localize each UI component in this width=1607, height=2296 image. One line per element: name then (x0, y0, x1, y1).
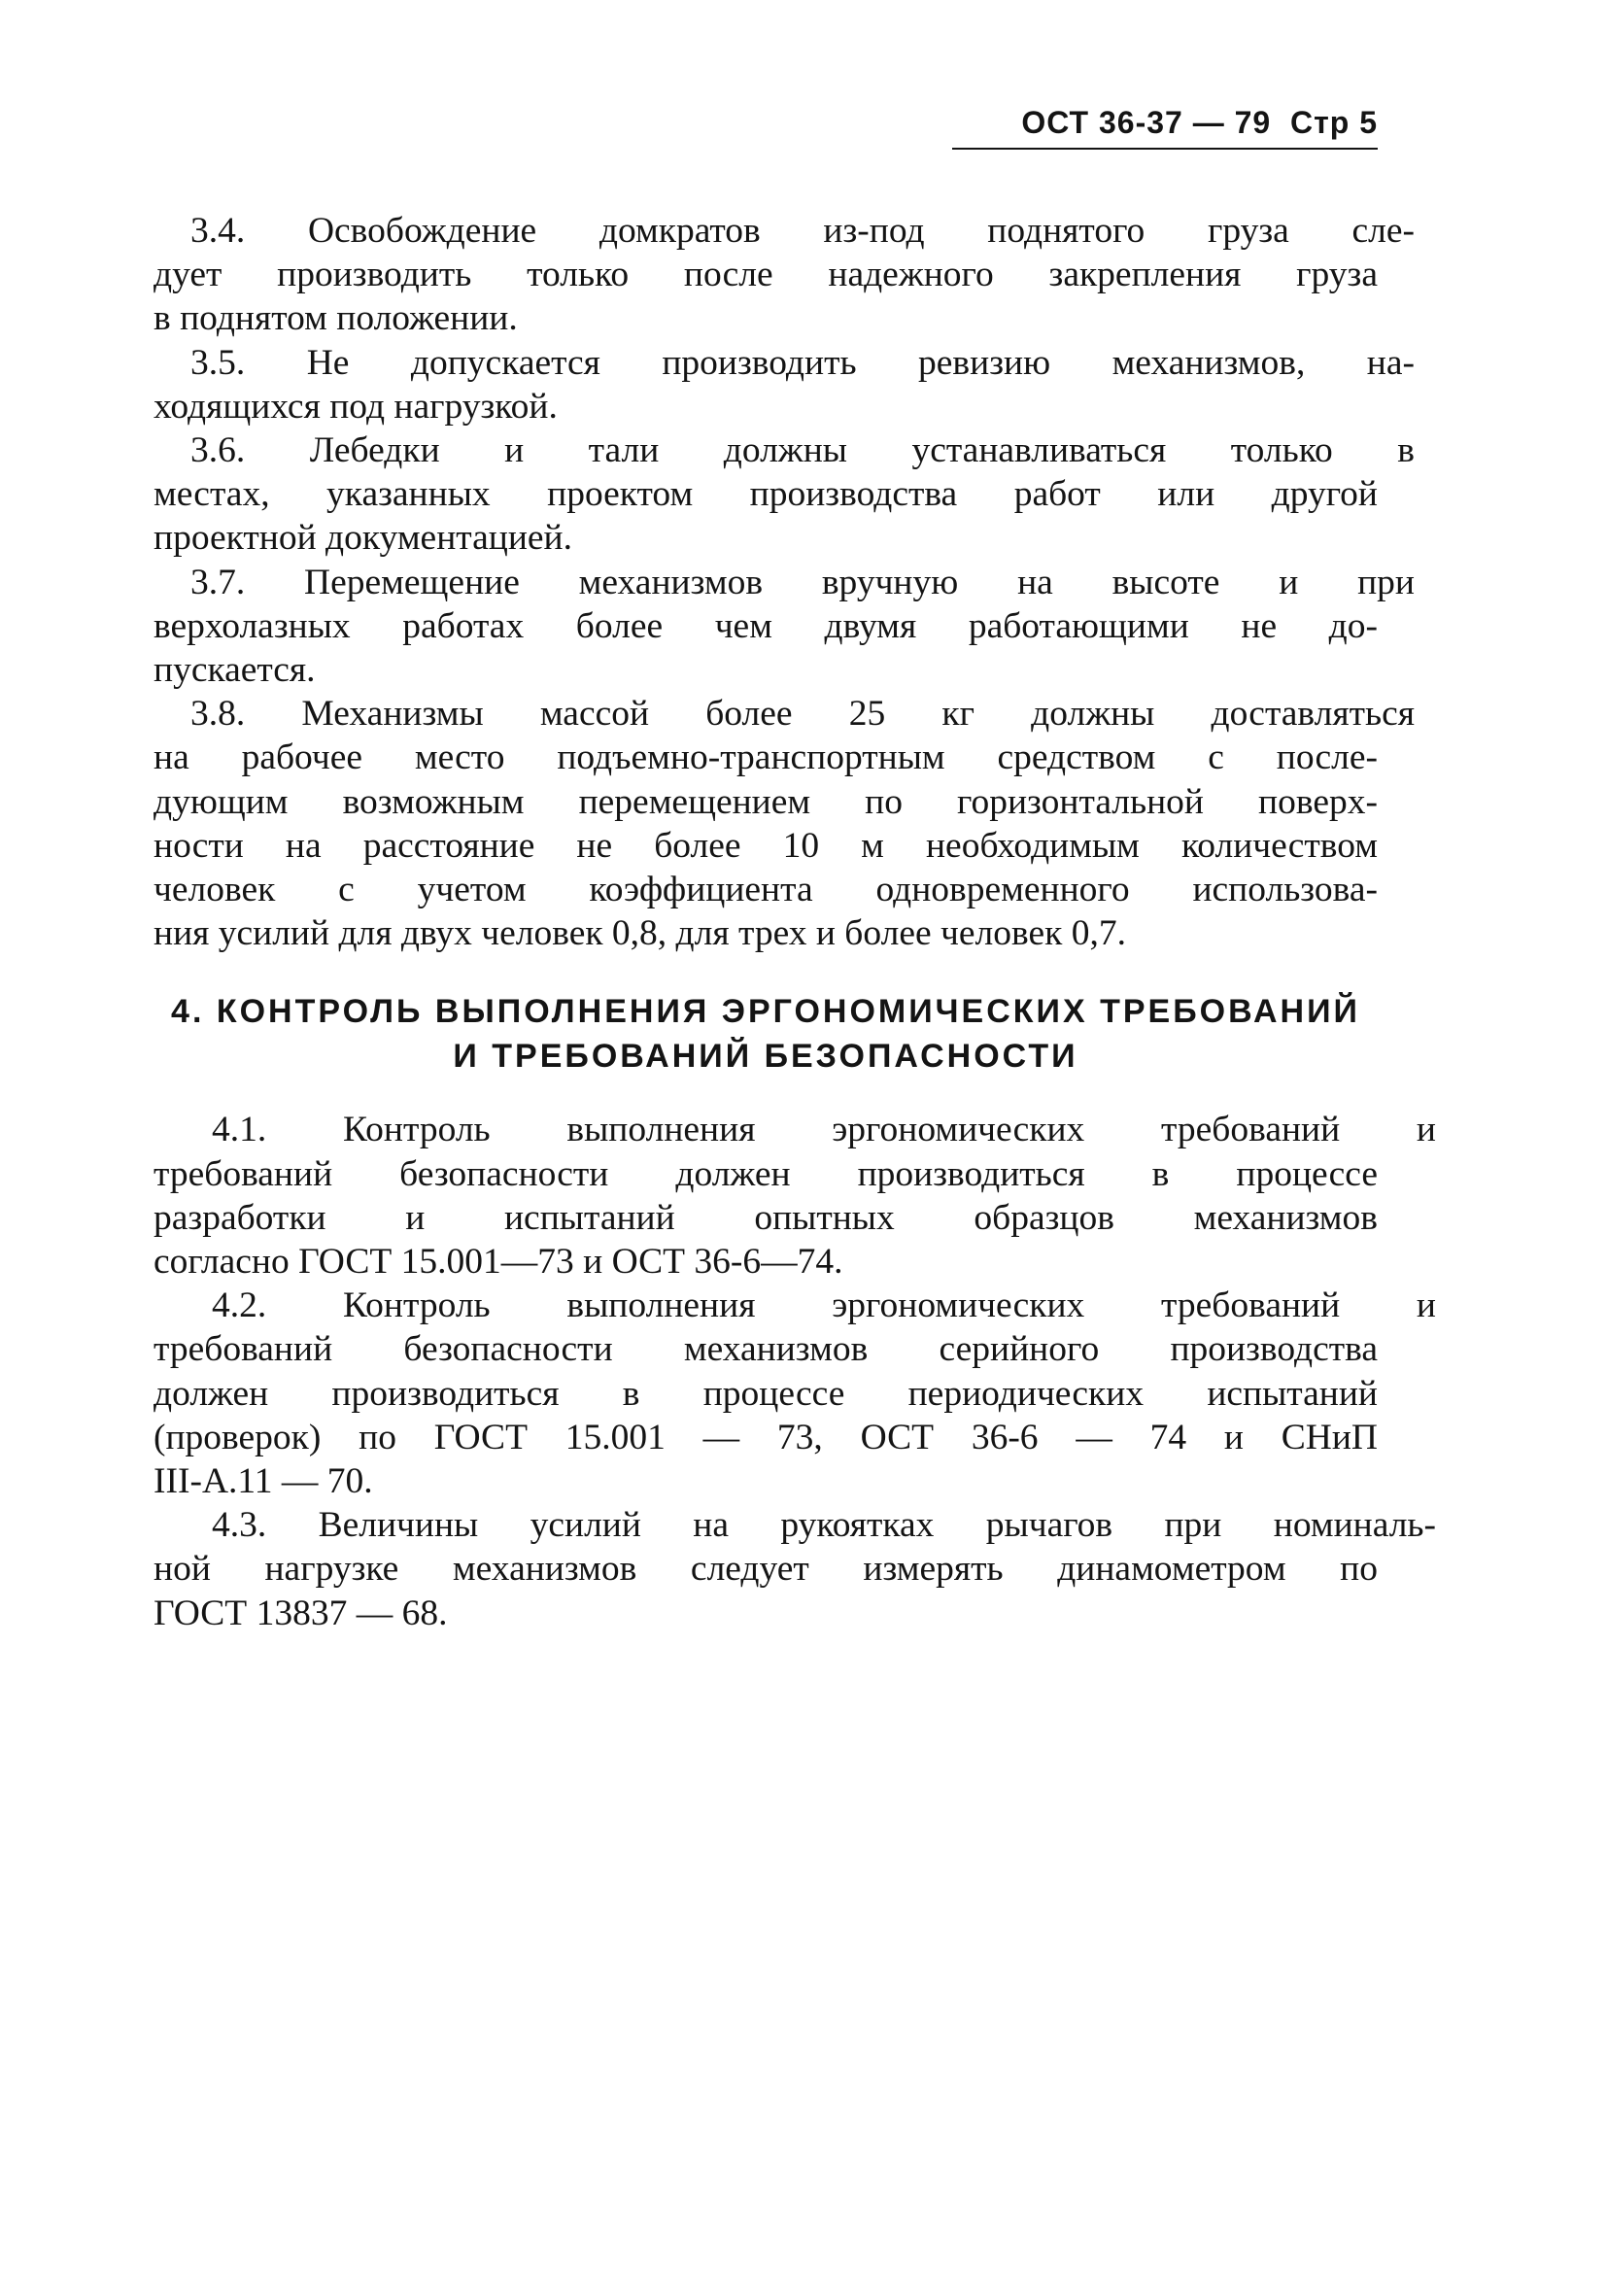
text-line: требований безопасности должен производиться в процессе (154, 1153, 1378, 1194)
text-line: должен производиться в процессе периодических испытаний (154, 1373, 1378, 1414)
running-header (952, 105, 1378, 141)
paragraph (154, 1503, 1436, 1635)
header-rule (952, 148, 1378, 150)
text-line: проектной документацией. (154, 518, 572, 559)
text-line: 4.1. Контроль выполнения эргономических требований и (212, 1110, 1436, 1150)
text-line: 3.5. Не допускается производить ревизию механизмов, на- (190, 342, 1415, 383)
paragraph (154, 561, 1415, 693)
paragraph (154, 1284, 1436, 1503)
text-line: ГОСТ 13837 — 68. (154, 1593, 448, 1633)
text-line: 3.4. Освобождение домкратов из-под поднятого груза сле- (190, 211, 1415, 251)
text-line: ной нагрузке механизмов следует измерять динамометром по (154, 1549, 1378, 1590)
text-line: 3.7. Перемещение механизмов вручную на высоте и при (190, 562, 1415, 602)
section-3-text (154, 209, 1415, 955)
text-line: ности на расстояние не более 10 м необходимым количеством (154, 825, 1378, 866)
text-line: ходящихся под нагрузкой. (154, 386, 558, 427)
text-line: 3.6. Лебедки и тали должны устанавливаться только в (190, 430, 1415, 471)
text-line: III-А.11 — 70. (154, 1461, 373, 1502)
text-line: дует производить только после надежного закрепления груза (154, 255, 1378, 295)
paragraph (154, 1108, 1436, 1284)
paragraph (154, 341, 1415, 428)
text-line: требований безопасности механизмов серийного производства (154, 1329, 1378, 1370)
text-line: 4.3. Величины усилий на рукоятках рычагов при номиналь- (212, 1505, 1436, 1546)
paragraph (154, 428, 1415, 561)
heading-line: И ТРЕБОВАНИЙ БЕЗОПАСНОСТИ (453, 1038, 1078, 1076)
page-number: Стр 5 (1289, 105, 1378, 140)
paragraph (154, 209, 1415, 341)
text-line: на рабочее место подъемно-транспортным средством с после- (154, 737, 1378, 778)
text-line: 4.2. Контроль выполнения эргономических требований и (212, 1285, 1436, 1326)
text-line: ния усилий для двух человек 0,8, для трех и более человек 0,7. (154, 913, 1126, 954)
text-line: человек с учетом коэффициента одновременного использова- (154, 870, 1378, 910)
text-line: 3.8. Механизмы массой более 25 кг должны доставляться (190, 694, 1415, 735)
text-line: местах, указанных проектом производства работ или другой (154, 474, 1378, 515)
text-line: верхолазных работах более чем двумя работающими не до- (154, 605, 1378, 646)
heading-line: 4. КОНТРОЛЬ ВЫПОЛНЕНИЯ ЭРГОНОМИЧЕСКИХ ТРЕБОВАНИЙ (171, 993, 1360, 1031)
paragraph (154, 692, 1415, 955)
text-line: (проверок) по ГОСТ 15.001 — 73, ОСТ 36-6 — 74 и СНиП (154, 1417, 1378, 1457)
section-4-heading (154, 989, 1378, 1079)
standard-designation: ОСТ 36-37 — 79 (1021, 105, 1272, 140)
document-body (154, 209, 1436, 1635)
text-line: в поднятом положении. (154, 298, 518, 339)
text-line: дующим возможным перемещением по горизонтальной поверх- (154, 781, 1378, 822)
text-line: пускается. (154, 650, 316, 691)
section-4-text (154, 1108, 1436, 1634)
text-line: разработки и испытаний опытных образцов механизмов (154, 1197, 1378, 1238)
text-line: согласно ГОСТ 15.001—73 и ОСТ 36-6—74. (154, 1242, 843, 1283)
